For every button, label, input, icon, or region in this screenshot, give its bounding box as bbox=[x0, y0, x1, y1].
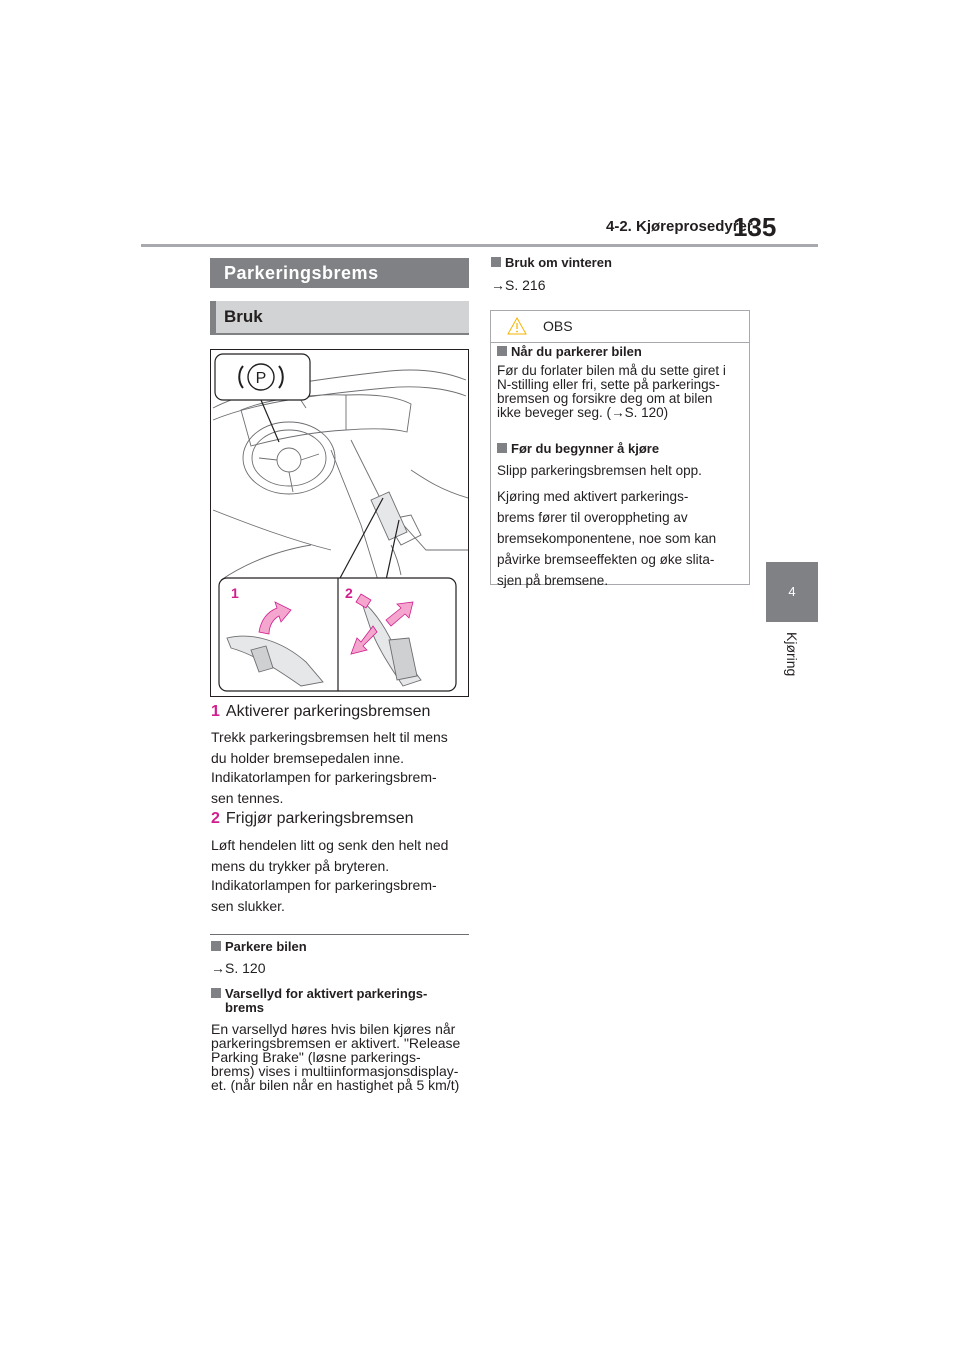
text-line: En varsellyd høres hvis bilen kjøres når bbox=[211, 1021, 456, 1037]
obs-header bbox=[490, 310, 750, 343]
parking-brake-illustration bbox=[210, 349, 469, 697]
text-line: N-stilling eller fri, sette på parkerings- bbox=[497, 377, 720, 392]
step-2-paragraph-2 bbox=[211, 875, 473, 917]
parkere-heading-text: Parkere bilen bbox=[225, 939, 307, 954]
obs-item2-p2 bbox=[497, 486, 747, 591]
subsection-heading: Bruk bbox=[210, 301, 469, 335]
text-line: Før du forlater bilen må du sette giret i bbox=[497, 363, 726, 378]
parkere-ref[interactable] bbox=[211, 958, 473, 979]
page-reference[interactable]: S. 120) bbox=[624, 405, 669, 420]
varsellyd-text bbox=[211, 1022, 475, 1092]
obs-item1-heading bbox=[497, 345, 642, 359]
arrow-icon: → bbox=[611, 405, 625, 420]
obs-item2-heading bbox=[497, 442, 659, 456]
section-banner: Parkeringsbrems bbox=[210, 258, 469, 288]
square-bullet-icon bbox=[497, 443, 507, 453]
text-line: bremsekomponentene, noe som kan bbox=[497, 531, 717, 546]
text-line bbox=[497, 406, 747, 420]
winter-ref[interactable] bbox=[491, 275, 753, 296]
text-line: Parking Brake" (løsne parkerings- bbox=[211, 1049, 421, 1065]
page-reference[interactable]: S. 216 bbox=[505, 277, 546, 293]
text-line: brems) vises i multiinformasjonsdisplay- bbox=[211, 1063, 459, 1079]
text-line: sen tennes. bbox=[211, 790, 284, 806]
arrow-icon: → bbox=[211, 960, 225, 976]
obs-item1-text bbox=[497, 364, 747, 420]
chapter-tab[interactable]: 4 bbox=[766, 562, 818, 622]
text-line: Kjøring med aktivert parkerings- bbox=[497, 489, 689, 504]
step-1-title bbox=[211, 703, 430, 721]
page-number: 135 bbox=[733, 212, 777, 242]
parking-brake-symbol: P bbox=[255, 370, 267, 387]
section-divider bbox=[210, 934, 469, 935]
text-line: påvirke bremseeffekten og øke slita- bbox=[497, 552, 715, 567]
arrow-icon: → bbox=[491, 277, 505, 293]
text-fragment: ikke beveger seg. ( bbox=[497, 405, 612, 420]
square-bullet-icon bbox=[211, 941, 221, 951]
text-line: mens du trykker på bryteren. bbox=[211, 858, 390, 874]
text-line: parkeringsbremsen er aktivert. "Release bbox=[211, 1035, 461, 1051]
text-line: brems bbox=[225, 1000, 265, 1015]
step-2-paragraph-1 bbox=[211, 835, 473, 877]
obs-title: OBS bbox=[543, 318, 573, 334]
text-line: sen slukker. bbox=[211, 898, 285, 914]
step-1-paragraph-1 bbox=[211, 727, 473, 769]
varsellyd-heading bbox=[211, 987, 427, 1015]
text-line: Løft hendelen litt og senk den helt ned bbox=[211, 837, 449, 853]
warning-triangle-icon bbox=[506, 316, 528, 336]
step-2-text: Frigjør parkeringsbremsen bbox=[225, 810, 414, 827]
text-line: sjen på bremsene. bbox=[497, 573, 609, 588]
step-1-text: Aktiverer parkeringsbremsen bbox=[225, 703, 431, 720]
text-line: Indikatorlampen for parkeringsbrem- bbox=[211, 769, 437, 785]
step-label-1: 1 bbox=[231, 585, 239, 601]
text-line: du holder bremsepedalen inne. bbox=[211, 750, 405, 766]
dashboard-drawing bbox=[211, 350, 468, 696]
header-rule bbox=[141, 244, 818, 247]
text-line: Varsellyd for aktivert parkerings- bbox=[225, 986, 428, 1001]
text-line: Trekk parkeringsbremsen helt til mens bbox=[211, 729, 448, 745]
text-line: Indikatorlampen for parkeringsbrem- bbox=[211, 877, 437, 893]
parkere-heading bbox=[211, 940, 307, 954]
text-line: Når du parkerer bilen bbox=[511, 344, 642, 359]
winter-heading bbox=[491, 256, 612, 270]
square-bullet-icon bbox=[491, 257, 501, 267]
step-label-2: 2 bbox=[345, 585, 353, 601]
step-2-number: 2 bbox=[211, 810, 220, 827]
step-2-title bbox=[211, 810, 414, 828]
square-bullet-icon bbox=[211, 988, 221, 998]
text-line: et. (når bilen når en hastighet på 5 km/t) bbox=[211, 1077, 460, 1093]
chapter-label: Kjøring bbox=[784, 632, 800, 677]
text-line: Slipp parkeringsbremsen helt opp. bbox=[497, 463, 702, 478]
step-1-paragraph-2 bbox=[211, 767, 473, 809]
text-line: Før du begynner å kjøre bbox=[511, 441, 660, 456]
obs-item2-p1 bbox=[497, 460, 747, 481]
step-1-number: 1 bbox=[211, 703, 220, 720]
winter-heading-text: Bruk om vinteren bbox=[505, 255, 612, 270]
text-line: brems fører til overoppheting av bbox=[497, 510, 688, 525]
page-reference[interactable]: S. 120 bbox=[225, 960, 266, 976]
section-title: 4-2. Kjøreprosedyrer bbox=[606, 218, 753, 235]
text-line: bremsen og forsikre deg om at bilen bbox=[497, 391, 713, 406]
square-bullet-icon bbox=[497, 346, 507, 356]
